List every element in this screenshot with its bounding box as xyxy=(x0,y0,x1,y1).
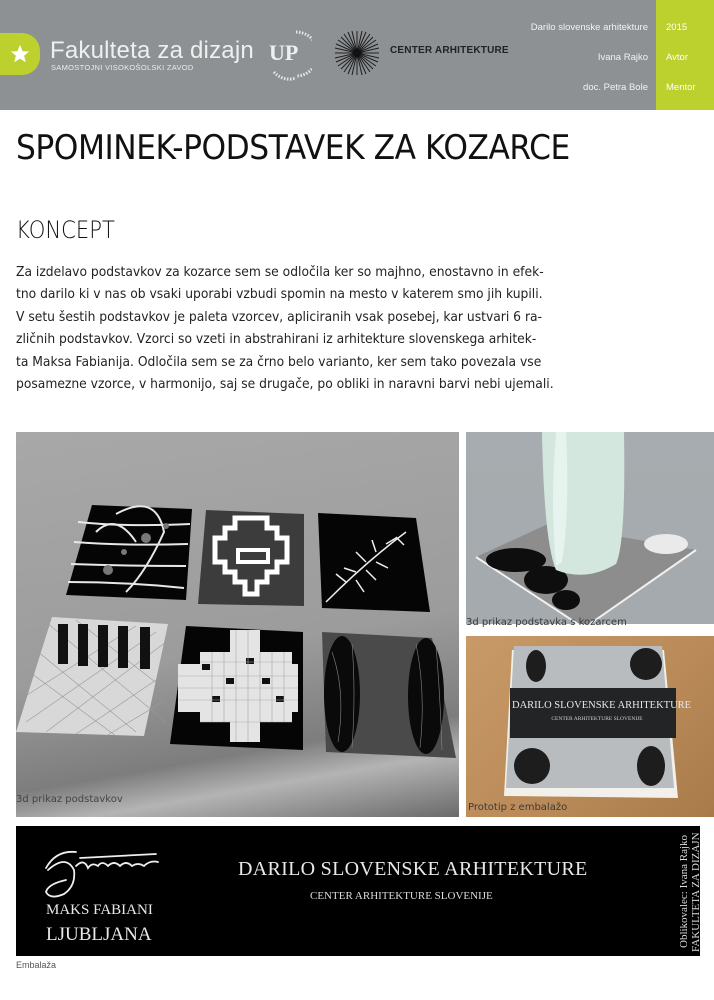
banner-school-credit: FAKULTETA ZA DIZAJN xyxy=(690,832,702,952)
faculty-name: Fakulteta za dizajn xyxy=(50,37,254,64)
star-icon xyxy=(9,43,31,65)
box-label-subtitle: CENTER ARHITEKTURE SLOVENIJE xyxy=(551,716,643,722)
center-arhitekture-name: CENTER ARHITEKTURE xyxy=(390,45,509,56)
banner-subtitle: CENTER ARHITEKTURE SLOVENIJE xyxy=(310,890,493,902)
banner-maks-fabiani: MAKS FABIANI xyxy=(46,902,153,918)
header-bar xyxy=(0,0,714,110)
coasters-render-image xyxy=(16,432,459,817)
fabiani-signature-icon xyxy=(36,840,166,900)
glass-image-caption: 3d prikaz podstavka s kozarcem xyxy=(466,617,627,628)
paragraph-line: tno darilo ki v nas ob vsaki uporabi vzbudi spomin na mesto v katerem smo jih kupili. xyxy=(16,287,543,303)
header-mentor: doc. Petra Bole xyxy=(583,82,648,93)
paragraph-line: Za izdelavo podstavkov za kozarce sem se odločila ker so majhno, enostavno in efek- xyxy=(16,265,544,280)
header-project: Darilo slovenske arhitekture xyxy=(530,22,648,33)
banner-designer-credit: Oblikovalec: Ivana Rajko xyxy=(678,834,690,948)
header-mentor-label: Mentor xyxy=(666,82,696,93)
paragraph-line: V setu šestih podstavkov je paleta vzorcev, apliciranih vsak posebej, kar ustvari 6 ra- xyxy=(16,309,543,325)
header-author: Ivana Rajko xyxy=(597,52,648,63)
main-image-caption: 3d prikaz podstavkov xyxy=(16,794,123,805)
box-illustration xyxy=(466,636,714,817)
prototype-packaging-image xyxy=(466,636,714,817)
center-arhitekture-sunburst-icon xyxy=(334,30,380,76)
header-year-label: 2015 xyxy=(666,22,688,33)
concept-paragraph xyxy=(16,262,706,396)
box-image-caption: Prototip z embalažo xyxy=(468,802,568,813)
faculty-subtitle: SAMOSTOJNI VISOKOŠOLSKI ZAVOD xyxy=(51,63,194,72)
box-label-title: DARILO SLOVENSKE ARHITEKTURE xyxy=(512,700,692,711)
page-title: SPOMINEK-PODSTAVEK ZA KOZARCE xyxy=(16,128,570,168)
header-author-label: Avtor xyxy=(666,52,689,63)
paragraph-line: zličnih podstavkov. Vzorci so vzeti in abstrahirani iz arhitekture slovenskega arhitek- xyxy=(16,332,537,348)
svg-text:UP: UP xyxy=(269,40,299,65)
coasters-illustration xyxy=(16,432,459,817)
banner-ljubljana: LJUBLJANA xyxy=(46,924,152,945)
paragraph-line: posamezne vzorce, v harmonijo, saj se drugače, po obliki in naravni barvi nebi ujemali. xyxy=(16,377,554,393)
banner-caption: Embalaža xyxy=(16,960,57,970)
coaster-with-glass-image xyxy=(466,432,714,624)
university-logo-icon xyxy=(266,26,312,82)
section-heading: KONCEPT xyxy=(16,216,115,244)
paragraph-line: ta Maksa Fabianija. Odločila sem se za črno belo varianto, ker sem tako povezala vse xyxy=(16,354,542,370)
glass-illustration xyxy=(466,432,714,624)
faculty-logo-badge xyxy=(0,33,40,75)
banner-title: DARILO SLOVENSKE ARHITEKTURE xyxy=(238,858,588,880)
packaging-banner xyxy=(16,826,676,956)
